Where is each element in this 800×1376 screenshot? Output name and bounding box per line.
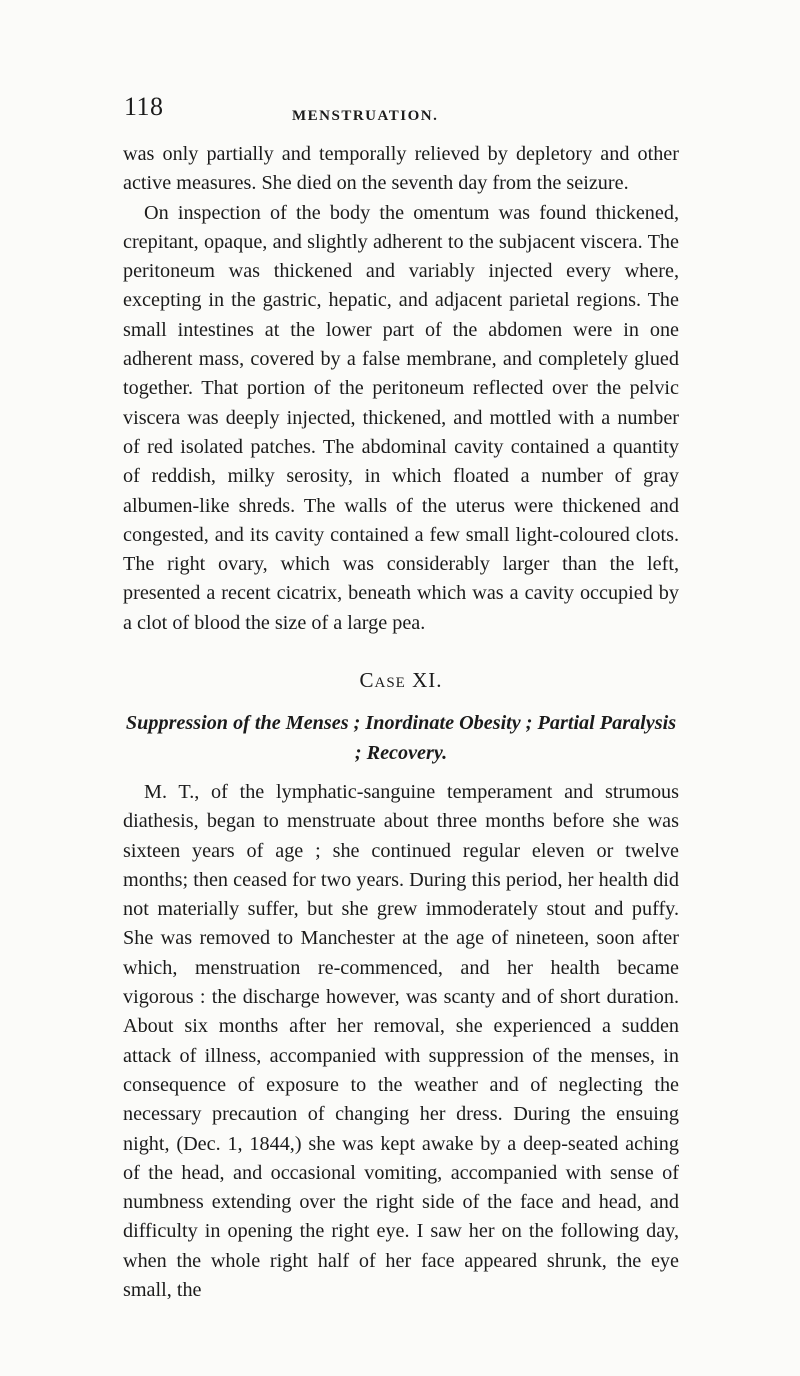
running-head: [124, 92, 684, 132]
case-subtitle: Suppression of the Menses ; Inordinate Obesity ; Partial Paralysis ; Recovery.: [125, 712, 677, 764]
page-number: 118: [124, 92, 164, 121]
paragraph-case-history: M. T., of the lymphatic-sanguine temperament and strumous diathesis, began to menstruate about three months before she was sixteen years of age ; she continued regular eleven or twelve months; then ceased for two years. During this period, her health did not materially suffer, but she grew immoderately stout and puffy. She was removed to Manchester at the age of nineteen, soon after which, menstruation re-commenced, and her health became vigorous : the discharge however, was scanty and of short duration. About six months after her removal, she experienced a sudden attack of illness, accompanied with suppression of the menses, in consequence of exposure to the weather and of neglecting the necessary precaution of changing her dress. During the ensuing night, (Dec. 1, 1844,) she was kept awake by a deep-seated aching of the head, and occasional vomiting, accompanied with sense of numbness extending over the right side of the face and head, and difficulty in opening the right eye. I saw her on the following day, when the whole right half of her face appeared shrunk, the eye small, the: [123, 780, 679, 1301]
case-heading: Case XI.: [359, 668, 443, 693]
running-title: MENSTRUATION.: [292, 108, 439, 124]
paragraph-inspection: On inspection of the body the omentum was found thickened, crepitant, opaque, and slightly adherent to the subjacent viscera. The peritoneum was thickened and variably injected every where, excepting in the gastric, hepatic, and adjacent parietal regions. The small intestines at the lower part of the abdomen were in one adherent mass, covered by a false membrane, and completely glued together. That portion of the peritoneum reflected over the pelvic viscera was deeply injected, thickened, and mottled with a number of red isolated patches. The abdominal cavity contained a quantity of reddish, milky serosity, in which floated a number of gray albumen-like shreds. The walls of the uterus were thickened and congested, and its cavity contained a few small light-coloured clots. The right ovary, which was considerably larger than the left, presented a recent cicatrix, beneath which was a cavity occupied by a clot of blood the size of a large pea.: [123, 201, 679, 634]
paragraph-continuation: was only partially and temporally relieved by depletory and other active measures. She died on the seventh day from the seizure.: [123, 143, 679, 195]
body-text: [123, 140, 679, 1305]
